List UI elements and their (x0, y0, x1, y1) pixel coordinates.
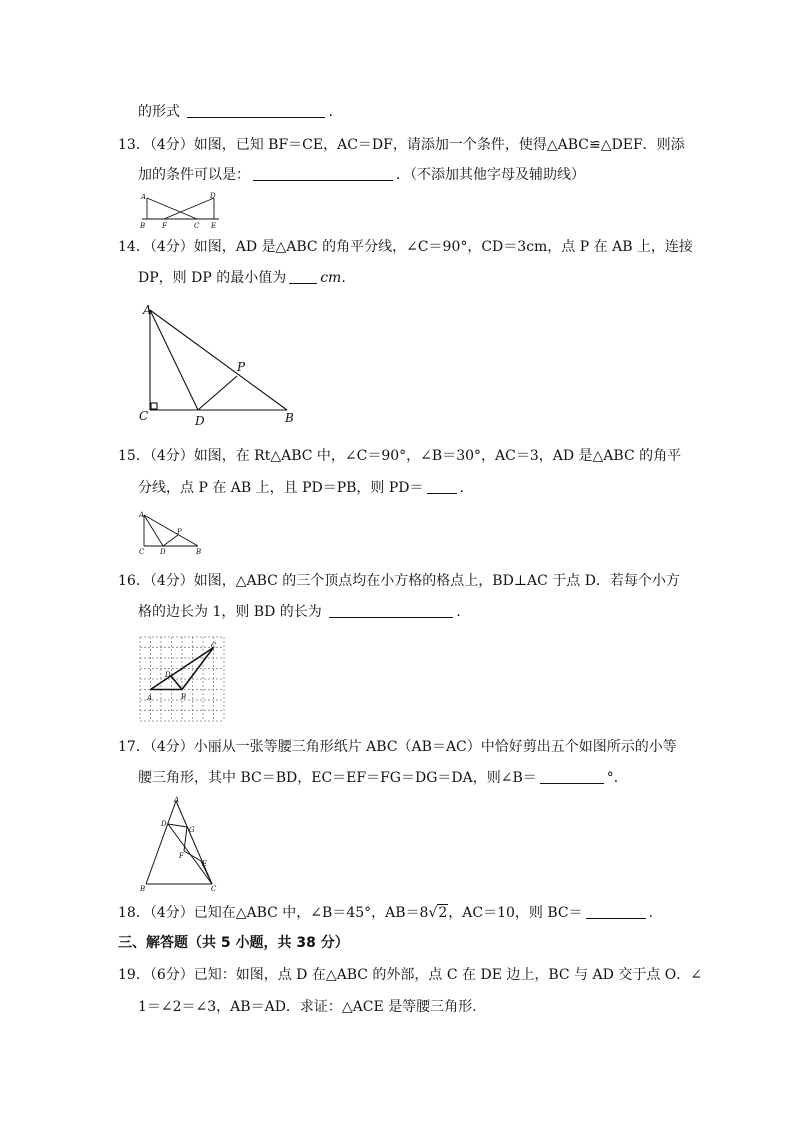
q13-label-a: A (141, 193, 147, 201)
answer-blank (253, 166, 393, 181)
q14-label-c: C (139, 409, 149, 423)
prev-question-prefix: 的形式 (138, 104, 180, 120)
q17-figure (136, 796, 226, 896)
answer-blank (187, 103, 325, 118)
q18-middle: ，AC＝10，则 BC＝ (448, 905, 583, 921)
q15-line1: 15．（4分）如图，在 Rt△ABC 中，∠C＝90°，∠B＝30°，AC＝3，AD 是△ABC 的角平 (118, 448, 682, 464)
q14-line2-suffix: . (341, 270, 346, 286)
q17-line2-prefix: 腰三角形，其中 BC＝BD，EC＝EF＝FG＝DG＝DA，则∠B＝ (138, 770, 537, 786)
q16-line2-suffix: . (456, 604, 461, 620)
q16-line2-prefix: 格的边长为 1，则 BD 的长为 (138, 604, 322, 620)
q14-figure (135, 302, 305, 430)
q13-line2-prefix: 加的条件可以是： (138, 167, 250, 183)
q18-prefix: 18．（4分）已知在△ABC 中，∠B＝45°，AB＝8 (118, 905, 429, 921)
q17-label-g: G (189, 826, 195, 834)
q13-label-e: E (211, 222, 217, 230)
q16-line1: 16．（4分）如图，△ABC 的三个顶点均在小方格的格点上，BD⊥AC 于点 D．若每个小方 (118, 573, 680, 589)
q15-label-a: A (139, 511, 145, 519)
q15-line2-suffix: . (459, 480, 464, 496)
q18-line (118, 903, 653, 923)
q16-label-c: C (211, 642, 217, 650)
q16-label-a: A (147, 694, 153, 702)
q19-line1: 19．（6分）已知：如图，点 D 在△ABC 的外部，点 C 在 DE 边上，BC 与 AD 交于点 O．∠ (118, 967, 702, 983)
answer-blank (289, 269, 317, 284)
q13-label-c: C (194, 222, 200, 230)
q17-label-f: F (179, 852, 184, 860)
q17-label-a: A (174, 796, 180, 804)
q17-label-b: B (140, 885, 146, 893)
q13-figure (138, 190, 228, 232)
q14-line2-prefix: DP，则 DP 的最小值为 (138, 270, 287, 286)
answer-blank (540, 769, 604, 784)
q13-label-b: B (140, 222, 146, 230)
q15-label-b: B (196, 548, 202, 556)
q14-unit: cm (320, 270, 342, 286)
q17-line1: 17．（4分）小丽从一张等腰三角形纸片 ABC（AB＝AC）中恰好剪出五个如图所示的小等 (118, 739, 677, 755)
q14-line1: 14．（4分）如图，AD 是△ABC 的角平分线，∠C＝90°，CD＝3cm，点 P 在 AB 上，连接 (118, 239, 693, 255)
section-title: 三、解答题（共 5 小题，共 38 分） (118, 935, 349, 951)
q13-line2-suffix: ．（不添加其他字母及辅助线） (396, 167, 585, 183)
q18-suffix: . (648, 905, 654, 921)
q15-line2-prefix: 分线，点 P 在 AB 上，且 PD＝PB，则 PD＝ (138, 480, 424, 496)
q15-figure (136, 508, 212, 556)
answer-blank (586, 904, 646, 919)
q17-label-d: D (161, 820, 167, 828)
answer-blank (329, 603, 453, 618)
q14-label-d: D (195, 414, 205, 428)
q14-label-a: A (143, 303, 152, 317)
q17-label-c: C (211, 885, 217, 893)
q15-label-d: D (160, 548, 166, 556)
q17-line2 (138, 768, 628, 788)
q16-line2 (138, 602, 461, 622)
q19-line2: 1＝∠2＝∠3，AB＝AD．求证：△ACE 是等腰三角形. (138, 999, 477, 1015)
q17-line2-suffix: °． (606, 770, 628, 786)
q13-label-d: D (210, 192, 216, 200)
prev-question-tail (138, 102, 333, 122)
prev-question-suffix: . (328, 104, 333, 120)
q13-line1: 13．（4分）如图，已知 BF＝CE，AC＝DF，请添加一个条件，使得△ABC≌△DEF．则添 (118, 137, 685, 153)
q16-label-d: D (165, 671, 171, 679)
q14-label-b: B (285, 411, 294, 425)
answer-blank (427, 479, 457, 494)
q15-label-c: C (139, 548, 145, 556)
q13-line2 (138, 165, 585, 185)
q18-sqrt-value: 2 (438, 905, 448, 921)
q13-label-f: F (162, 222, 167, 230)
q14-label-p: P (237, 360, 246, 374)
q17-label-e: E (202, 860, 208, 868)
q16-label-b: B (181, 693, 187, 701)
q15-line2 (138, 478, 464, 498)
q14-line2 (138, 268, 346, 288)
q15-label-p: P (177, 528, 182, 536)
sqrt-symbol: √2 (428, 905, 448, 921)
q16-figure (138, 635, 226, 723)
